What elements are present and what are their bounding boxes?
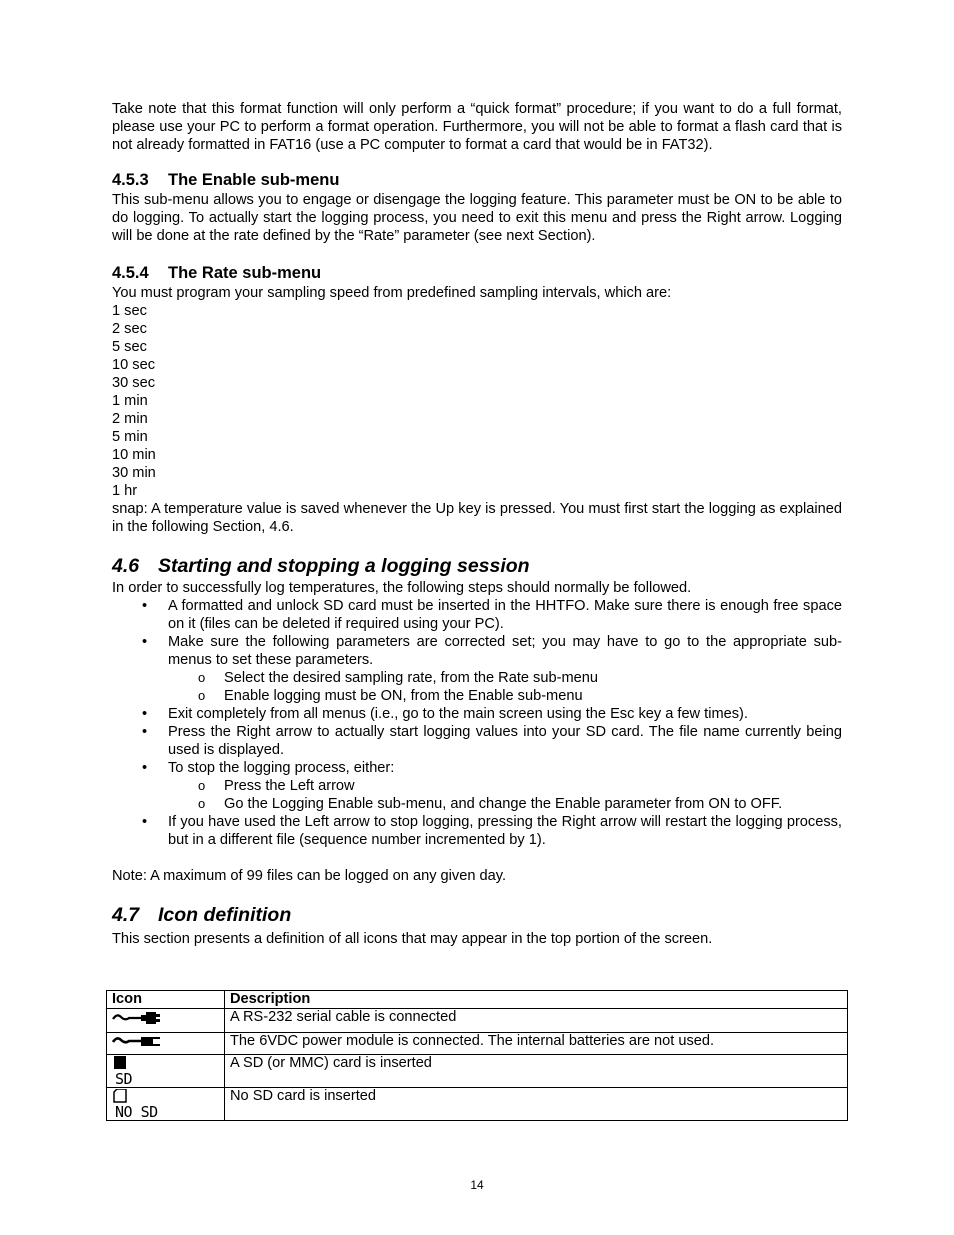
sub-list-item <box>168 687 842 705</box>
sub-list <box>168 777 842 813</box>
rate-item: 30 sec <box>112 375 155 391</box>
icon-cell <box>107 1088 225 1121</box>
list-item <box>112 759 842 813</box>
table-row <box>107 1088 848 1121</box>
enable-section-title: The Enable sub-menu <box>168 171 340 189</box>
logging-section-title: Starting and stopping a logging session <box>158 555 530 577</box>
sub-list <box>168 669 842 705</box>
step-text: Make sure the following parameters are corrected set; you may have to go to the appropriate sub-menus to set these parameters. <box>168 634 842 668</box>
table-row <box>107 1033 848 1055</box>
logging-steps-list <box>112 597 842 849</box>
sub-step-text: Select the desired sampling rate, from the Rate sub-menu <box>224 670 598 686</box>
list-item <box>112 597 842 633</box>
icon-cell <box>107 1055 225 1088</box>
rate-section-heading <box>112 263 842 283</box>
rate-section-number: 4.5.4 <box>112 264 149 282</box>
logging-section-intro: In order to successfully log temperatures, the following steps should normally be followed. <box>112 580 692 596</box>
step-text: If you have used the Left arrow to stop logging, pressing the Right arrow will restart the logging process, but in a different file (sequence number incremented by 1). <box>168 814 842 848</box>
page-number: 14 <box>470 1178 484 1192</box>
rate-item: 10 min <box>112 447 156 463</box>
sd-inserted-icon <box>111 1056 151 1086</box>
icon-section-heading <box>112 903 842 927</box>
enable-section-heading <box>112 170 842 190</box>
table-header-icon: Icon <box>107 991 225 1009</box>
sub-step-text: Press the Left arrow <box>224 778 355 794</box>
step-text: Exit completely from all menus (i.e., go to the main screen using the Esc key a few times). <box>168 706 748 722</box>
table-row <box>107 1009 848 1033</box>
rate-item: 30 min <box>112 465 156 481</box>
note-paragraph: Note: A maximum of 99 files can be logged on any given day. <box>112 868 506 884</box>
icon-description: No SD card is inserted <box>225 1088 848 1121</box>
rate-item: 2 sec <box>112 321 147 337</box>
rate-list <box>112 302 842 500</box>
list-item <box>112 813 842 849</box>
list-item <box>112 633 842 705</box>
sub-list-item <box>168 795 842 813</box>
no-sd-label: NO SD <box>115 1103 158 1121</box>
rate-section-intro: You must program your sampling speed from predefined sampling intervals, which are: <box>112 285 672 301</box>
sub-bullet-mark: o <box>198 796 206 811</box>
document-page <box>112 100 842 948</box>
rate-item: 2 min <box>112 411 148 427</box>
table-row <box>107 1055 848 1088</box>
enable-section-body: This sub-menu allows you to engage or disengage the logging feature. This parameter must be ON to be able to do logging. To actually start the logging process, you need to exit this menu and press the Right arrow. Logging will be done at the rate defined by the “Rate” parameter (see next Section). <box>112 192 842 244</box>
rate-item: 1 min <box>112 393 148 409</box>
bullet-mark: • <box>142 724 148 740</box>
table-header-description: Description <box>225 991 848 1009</box>
sub-bullet-mark: o <box>198 670 206 685</box>
sub-step-text: Enable logging must be ON, from the Enable sub-menu <box>224 688 583 704</box>
logging-section-heading <box>112 554 842 578</box>
no-sd-icon <box>111 1089 171 1119</box>
bullet-mark: • <box>142 760 148 776</box>
step-text: Press the Right arrow to actually start logging values into your SD card. The file name currently being used is displayed. <box>168 724 842 758</box>
icon-section-title: Icon definition <box>158 904 292 926</box>
table-header-row <box>107 991 848 1009</box>
step-text: To stop the logging process, either: <box>168 760 395 776</box>
sub-list-item <box>168 777 842 795</box>
sd-card-icon <box>113 1056 127 1070</box>
rate-item: 1 sec <box>112 303 147 319</box>
logging-section-number: 4.6 <box>112 555 140 577</box>
rate-item: 1 hr <box>112 483 138 499</box>
icon-description: The 6VDC power module is connected. The internal batteries are not used. <box>225 1033 848 1055</box>
sub-bullet-mark: o <box>198 778 206 793</box>
icon-description: A SD (or MMC) card is inserted <box>225 1055 848 1088</box>
list-item <box>112 723 842 759</box>
icon-section-intro: This section presents a definition of all icons that may appear in the top portion of the screen. <box>112 931 713 947</box>
sub-step-text: Go the Logging Enable sub-menu, and change the Enable parameter from ON to OFF. <box>224 796 783 812</box>
icon-section-number: 4.7 <box>112 904 140 926</box>
bullet-mark: • <box>142 598 148 614</box>
sub-list-item <box>168 669 842 687</box>
sub-bullet-mark: o <box>198 688 206 703</box>
rate-item: 5 sec <box>112 339 147 355</box>
icon-definition-table <box>106 990 848 1121</box>
bullet-mark: • <box>142 634 148 650</box>
sd-label: SD <box>115 1070 133 1088</box>
empty-card-icon <box>113 1089 127 1103</box>
list-item <box>112 705 842 723</box>
rate-item: 5 min <box>112 429 148 445</box>
snap-paragraph: snap: A temperature value is saved whenever the Up key is pressed. You must first start the logging as explained in the following Section, 4.6. <box>112 501 842 535</box>
icon-cell <box>107 1033 225 1055</box>
bullet-mark: • <box>142 814 148 830</box>
rate-section-title: The Rate sub-menu <box>168 264 322 282</box>
icon-cell <box>107 1009 225 1033</box>
enable-section-number: 4.5.3 <box>112 171 149 189</box>
rate-item: 10 sec <box>112 357 155 373</box>
intro-paragraph: Take note that this format function will only perform a “quick format” procedure; if you want to do a full format, please use your PC to perform a format operation. Furthermore, you will not be able to format a flash card that is not already formatted in FAT16 (use a PC computer to format a card that would be in FAT32). <box>112 101 842 153</box>
bullet-mark: • <box>142 706 148 722</box>
icon-description: A RS-232 serial cable is connected <box>225 1009 848 1033</box>
step-text: A formatted and unlock SD card must be inserted in the HHTFO. Make sure there is enough free space on it (files can be deleted if required using your PC). <box>168 598 842 632</box>
power-module-icon <box>111 1034 169 1048</box>
rs232-cable-icon <box>111 1010 169 1026</box>
